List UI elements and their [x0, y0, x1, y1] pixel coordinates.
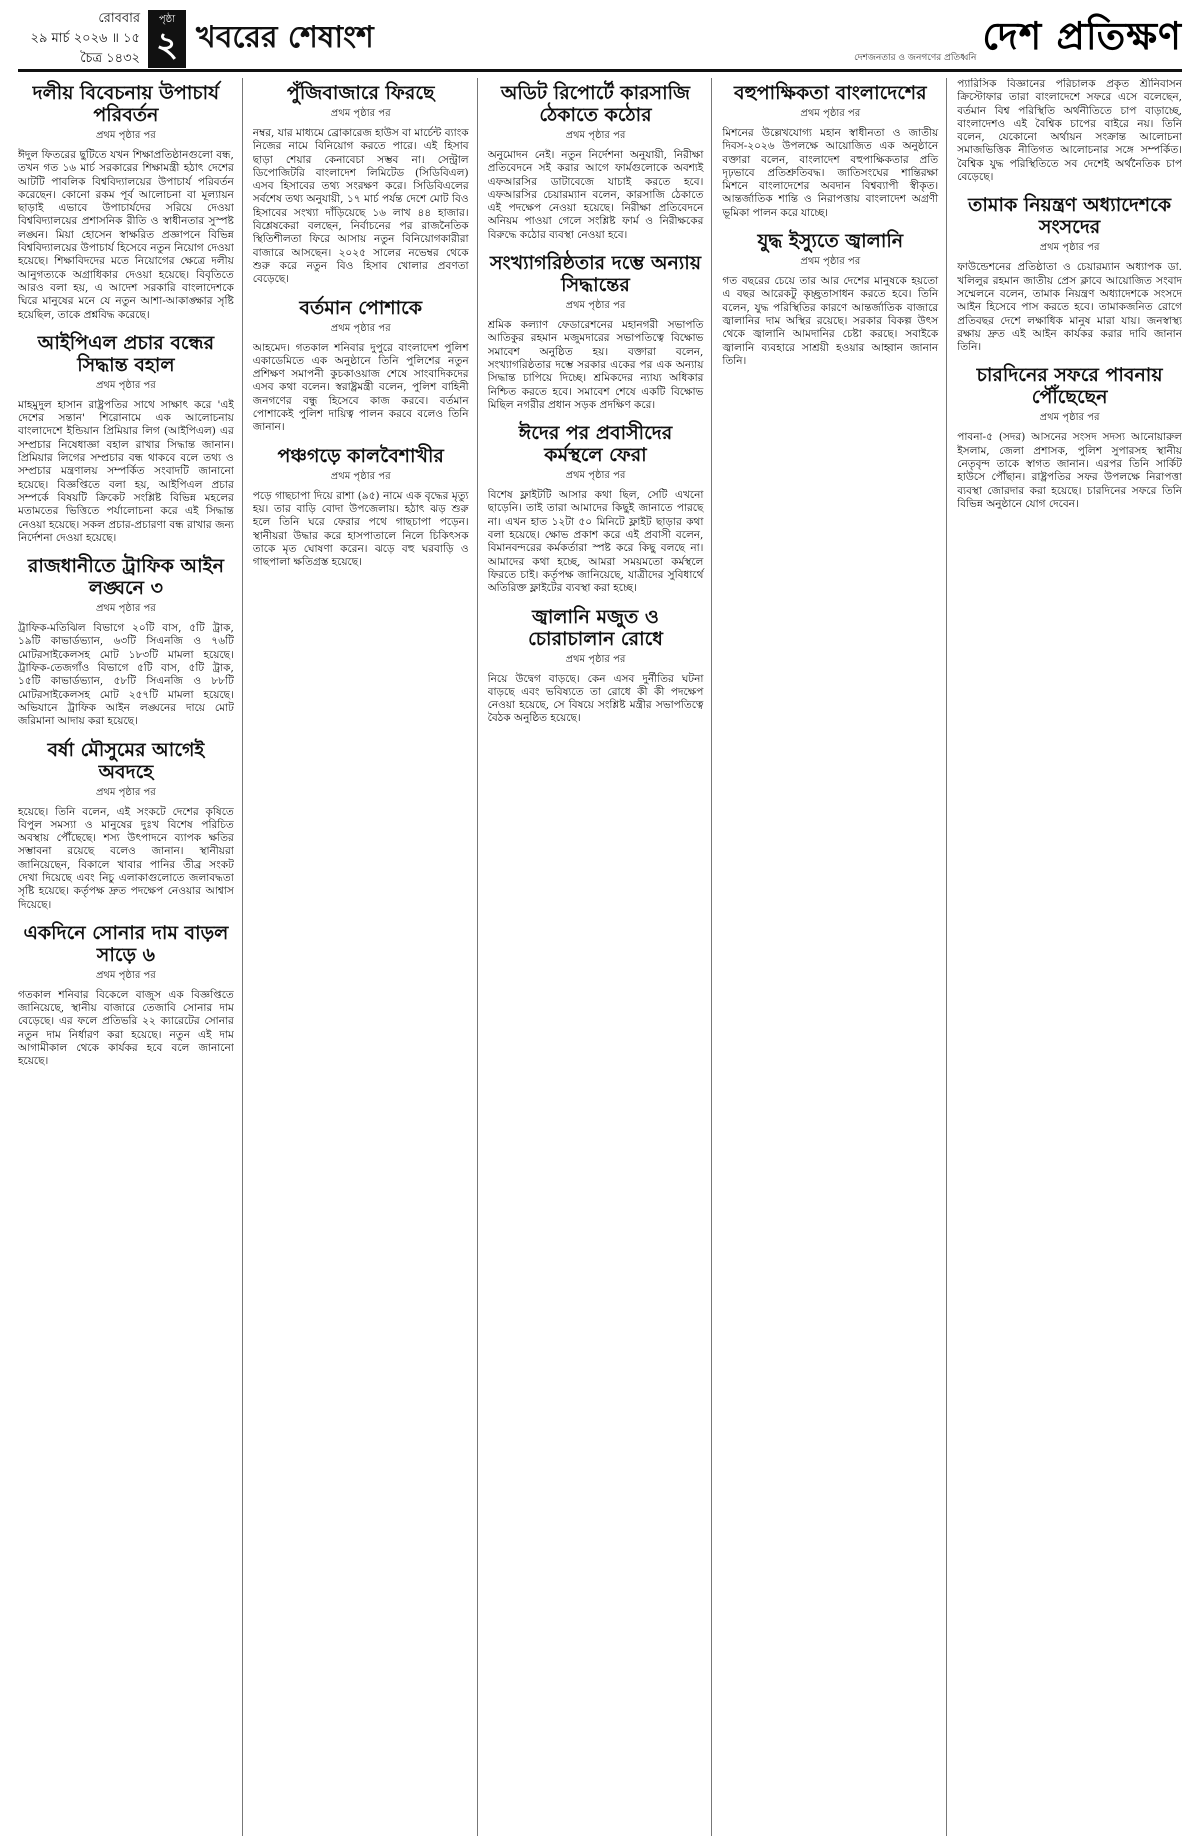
date-label: ২৯ মার্চ ২০২৬ ॥ ১৫ চৈত্র ১৪৩২: [30, 30, 140, 66]
article-body: পড়ে গাছচাপা দিয়ে রাশা (৯৫) নামে এক বৃদ্ধের মৃত্যু হয়। তার বাড়ি বোদা উপজেলায়। হঠাৎ ঝড় শুরু হলে তিনি ঘরে ফেরার পথে গাছচাপা পড়েন। স্থানীয়রা উদ্ধার করে হাসপাতালে নিলে চিকিৎসক তাকে মৃত ঘোষণা করেন। ঝড়ে বহু ঘরবাড়ি ও গাছপালা ক্ষতিগ্রস্ত হয়েছে।: [252, 489, 469, 569]
article-headline: তামাক নিয়ন্ত্রণ অধ্যাদেশকে সংসদের: [968, 194, 1172, 239]
article-body: ফাউন্ডেশনের প্রতিষ্ঠাতা ও চেয়ারম্যান অধ্যাপক ডা. খলিলুর রহমান জাতীয় প্রেস ক্লাবে আয়োজিত সংবাদ সম্মেলনে বলেন, তামাক নিয়ন্ত্রণ অধ্যাদেশকে সংসদে আইন হিসেবে পাস করতে হবে। তামাকজনিত রোগে প্রতিবছর দেশে লক্ষাধিক মানুষ মারা যায়। জনস্বাস্থ্য রক্ষায় দ্রুত এই আইন কার্যকর করার দাবি জানান তিনি।: [957, 261, 1182, 354]
column-4: [722, 78, 947, 1836]
continued-label: প্রথম পৃষ্ঠার পর: [565, 130, 626, 141]
article-body: বিশেষ ফ্লাইটটি আসার কথা ছিল, সেটি এখনো ছাড়েনি। তাই তারা আমাদের কিছুই জানাতে পারছে না। এখন হাত ১২টা ৫০ মিনিটে ফ্লাইট ছাড়ার কথা বলা হয়েছে। ক্ষোভ প্রকাশ করে এই প্রবাসী বলেন, বিমানবন্দরের কর্মকর্তারা স্পষ্ট করে কিছু বলছে না। আমাদের কথা হচ্ছে, আমরা সময়মতো কর্মস্থলে ফিরতে চাই। কর্তৃপক্ষ জানিয়েছে, যাত্রীদের সুবিধার্থে অতিরিক্ত ফ্লাইটের ব্যবস্থা করা হচ্ছে।: [487, 489, 704, 595]
column-2: [253, 78, 478, 1836]
page-number-box: [148, 10, 186, 68]
article: [722, 82, 938, 220]
date-block: [18, 9, 148, 69]
article-headline: যুদ্ধ ইস্যুতে জ্বালানি: [757, 230, 904, 253]
article: [253, 297, 469, 435]
newspaper-logo: দেশ প্রতিক্ষণ: [982, 13, 1182, 58]
article-body: গতকাল শনিবার বিকেলে বাজুস এক বিজ্ঞপ্তিতে জানিয়েছে, স্থানীয় বাজারে তেজাবি সোনার দাম বেড়েছে। এর ফলে প্রতিভরি ২২ ক্যারেটের সোনার নতুন দাম নির্ধারণ করা হয়েছে। নতুন এই দাম আগামীকাল থেকে কার্যকর হবে বলে জানানো হয়েছে।: [18, 988, 234, 1068]
article: [253, 445, 469, 570]
continued-label: প্রথম পৃষ্ঠার পর: [565, 300, 626, 312]
article-headline: রাজধানীতে ট্রাফিক আইন লঙ্ঘনে ৩: [27, 555, 224, 600]
article-headline: ঈদের পর প্রবাসীদের কর্মস্থলে ফেরা: [518, 422, 673, 467]
article-headline: দলীয় বিবেচনায় উপাচার্য পরিবর্তন: [32, 82, 220, 126]
article-headline: একদিনে সোনার দাম বাড়ল সাড়ে ৬: [23, 921, 229, 966]
article: [18, 739, 234, 912]
column-5: [957, 78, 1182, 1836]
article-headline: বর্ষা মৌসুমের আগেই অবদহে: [47, 738, 205, 783]
article-body: আহমেদ। গতকাল শনিবার দুপুরে বাংলাদেশ পুলিশ একাডেমিতে এক অনুষ্ঠানে তিনি পুলিশের নতুন প্রশিক্ষণ সমাপনী কুচকাওয়াজ শেষে সাংবাদিকদের এসব কথা বলেন। স্বরাষ্ট্রমন্ত্রী বলেন, পুলিশ বাহিনী জনগণের বন্ধু হিসেবে কাজ করবে। বর্তমান পোশাকেই পুলিশ দায়িত্ব পালন করবে বলেও তিনি জানান।: [252, 341, 469, 434]
article-body: নম্বর, যার মাধ্যমে ব্রোকারেজ হাউস বা মার্চেন্ট ব্যাংক নিজের নামে বিনিয়োগ করতে পারে। এই হিসাব ছাড়া শেয়ার কেনাবেচা সম্ভব না। সেন্ট্রাল ডিপোজিটরি বাংলাদেশ লিমিটেড (সিডিবিএল) এসব হিসাবের তথ্য সংরক্ষণ করে। সিডিবিএলের সর্বশেষ তথ্য অনুযায়ী, ১৭ মার্চ পর্যন্ত দেশে মোট বিও হিসাবের সংখ্যা দাঁড়িয়েছে ১৬ লাখ ৪৪ হাজার। বিশ্লেষকেরা বলছেন, নির্বাচনের পর রাজনৈতিক স্থিতিশীলতা ফিরে আসায় নতুন বিনিয়োগকারীরা বাজারে আসছেন। ২০২৫ সালের নভেম্বর থেকে শুরু করে নতুন বিও হিসাব খোলার প্রবণতা বেড়েছে।: [252, 127, 469, 286]
article-headline: পুঁজিবাজারে ফিরছে: [286, 82, 435, 104]
logo-block: [854, 7, 1182, 71]
article-body: গত বছরের চেয়ে তার আর দেশের মানুষকে হয়তো এ বছর আরেকটু কৃচ্ছ্রতাসাধন করতে হবে। তিনি বলেন, যুদ্ধ পরিস্থিতির কারণে আন্তর্জাতিক বাজারে জ্বালানির দাম অস্থির রয়েছে। সরকার বিকল্প উৎস থেকে জ্বালানি আমদানির চেষ্টা করছে। সবাইকে জ্বালানি ব্যবহারে সাশ্রয়ী হওয়ার আহ্বান জানান তিনি।: [722, 275, 939, 367]
continued-label: প্রথম পৃষ্ঠার পর: [565, 470, 626, 482]
article-body: ঈদুল ফিতরের ছুটিতে যখন শিক্ষাপ্রতিষ্ঠানগুলো বন্ধ, তখন গত ১৬ মার্চ সরকারের শিক্ষামন্ত্রী হঠাৎ দেশের আটটি পাবলিক বিশ্ববিদ্যালয়ের উপাচার্য পরিবর্তন করেছেন। কোনো রকম পূর্ব আলোচনা বা মূল্যায়ন ছাড়াই এভাবে উপাচার্যদের সরিয়ে দেওয়া বিশ্ববিদ্যালয়ের প্রশাসনিক রীতি ও স্বাধীনতার সুস্পষ্ট লঙ্ঘন। মিয়া হোসেন স্বাক্ষরিত প্রজ্ঞাপনে বিভিন্ন বিশ্ববিদ্যালয়ের উপাচার্য হিসেবে নতুন নিয়োগ দেওয়া হয়েছে। শিক্ষাবিদদের মতে নিয়োগের ক্ষেত্রে দলীয় আনুগত্যকে অগ্রাধিকার দেওয়া হয়েছে। বিবৃতিতে আরও বলা হয়, এ আদেশ সরকারি বাংলাদেশকে ঘিরে মানুষের মনে যে নতুন আশা-আকাঙ্ক্ষার সৃষ্টি হয়েছিল, তাকে প্রশ্নবিদ্ধ করেছে।: [18, 149, 234, 321]
continued-label: প্রথম পৃষ্ঠার পর: [1039, 242, 1100, 254]
column-1: [18, 78, 243, 1836]
article: [488, 252, 704, 412]
continued-label: প্রথম পৃষ্ঠার পর: [330, 470, 391, 482]
article-body: মিশনের উল্লেখযোগ্য মহান স্বাধীনতা ও জাতীয় দিবস-২০২৬ উপলক্ষে আয়োজিত এক অনুষ্ঠানে বক্তারা বলেন, বাংলাদেশ বহুপাক্ষিকতার প্রতি দৃঢ়ভাবে প্রতিশ্রুতিবদ্ধ। জাতিসংঘের শান্তিরক্ষা মিশনে বাংলাদেশের অবদান বিশ্বব্যাপী স্বীকৃত। আন্তর্জাতিক শান্তি ও নিরাপত্তায় বাংলাদেশ অগ্রণী ভূমিকা পালন করে যাচ্ছে।: [722, 127, 939, 219]
continued-label: প্রথম পৃষ্ঠার পর: [800, 108, 861, 119]
continued-label: প্রথম পৃষ্ঠার পর: [95, 379, 156, 391]
article: [488, 422, 704, 595]
article-columns: [18, 78, 1182, 1836]
continued-label: প্রথম পৃষ্ঠার পর: [95, 603, 156, 615]
article: [722, 230, 938, 368]
article-body: অনুমোদন নেই। নতুন নির্দেশনা অনুযায়ী, নিরীক্ষা প্রতিবেদনে সই করার আগে ফার্মগুলোকে অবশ্যই এফআরসির ডাটাবেজে যাচাই করতে হবে। এফআরসির চেয়ারম্যান বলেন, কারসাজি ঠেকাতে এই পদক্ষেপ নেওয়া হয়েছে। নিরীক্ষা প্রতিবেদনে অনিয়ম পাওয়া গেলে সংশ্লিষ্ট ফার্ম ও নিরীক্ষকের বিরুদ্ধে কঠোর ব্যবস্থা নেওয়া হবে।: [487, 149, 704, 241]
article-body: মাহমুদুল হাসান রাষ্ট্রপতির সাথে সাক্ষাৎ করে 'এই দেশের সন্তান' শিরোনামে এক আলোচনায় বাংলাদেশে ইন্ডিয়ান প্রিমিয়ার লিগ (আইপিএল) এর সম্প্রচার নিষেধাজ্ঞা বহাল রাখার সিদ্ধান্ত জানান। প্রিমিয়ার লিগের সম্প্রচার বন্ধ থাকবে বলে তথ্য ও সম্প্রচার মন্ত্রণালয় সম্পর্কিত সংবাদটি জানানো হয়েছে। বিজ্ঞপ্তিতে বলা হয়, আইপিএল প্রচার সম্পর্কে বিষয়টি ক্রিকেট সংশ্লিষ্ট বিভিন্ন মহলের মতামতের ভিত্তিতে পর্যালোচনা করে এই সিদ্ধান্ত নেওয়া হয়েছে। সকল প্রচার-প্রচারণা বন্ধ রাখার জন্য নির্দেশনা দেওয়া হয়েছে।: [18, 398, 234, 544]
article: [488, 606, 704, 726]
page-number: ২: [155, 24, 179, 65]
article-headline: আইপিএল প্রচার বন্ধের সিদ্ধান্ত বহাল: [37, 331, 215, 376]
article-body: পাবনা-৫ (সদর) আসনের সংসদ সদস্য আনোয়ারুল ইসলাম, জেলা প্রশাসক, পুলিশ সুপারসহ স্থানীয় নেতৃবৃন্দ তাকে স্বাগত জানান। এরপর তিনি সার্কিট হাউসে পৌঁছান। রাষ্ট্রপতির সফর উপলক্ষে নিরাপত্তা ব্যবস্থা জোরদার করা হয়েছে। চারদিনের সফরে তিনি বিভিন্ন অনুষ্ঠানে যোগ দেবেন।: [957, 431, 1182, 510]
article-body: প্যারিসিক বিজ্ঞানের পরিচালক প্রকৃত শ্রীনিবাসন ক্রিস্টোফার তারা বাংলাদেশে সফরে এসে বলেছেন, বর্তমান বিশ্ব পরিস্থিতি অর্থনীতিতে চাপ বাড়াচ্ছে, বাংলাদেশও এই বৈশ্বিক চাপের বাইরে নয়। তিনি বলেন, যেকোনো অর্থায়ন সংক্রান্ত আলোচনা সমাজভিত্তিক নীতিগত আলোচনার সঙ্গে সম্পর্কিত। বৈশ্বিক যুদ্ধ পরিস্থিতিতে সব দেশেই অর্থনৈতিক চাপ বেড়েছে।: [957, 78, 1182, 184]
article: [488, 82, 704, 242]
page-label: পৃষ্ঠা: [158, 13, 176, 25]
continued-label: প্রথম পৃষ্ঠার পর: [1039, 412, 1100, 424]
continued-label: প্রথম পৃষ্ঠার পর: [330, 108, 391, 119]
continued-label: প্রথম পৃষ্ঠার পর: [95, 786, 156, 798]
article-body: শ্রমিক কল্যাণ ফেডারেশনের মহানগরী সভাপতি আতিকুর রহমান মজুমদারের সভাপতিত্বে বিক্ষোভ সমাবেশ অনুষ্ঠিত হয়। বক্তারা বলেন, সংখ্যাগরিষ্ঠতার দম্ভে সরকার একের পর এক অন্যায় সিদ্ধান্ত চাপিয়ে দিচ্ছে। শ্রমিকদের ন্যায্য অধিকার নিশ্চিত করতে হবে। সমাবেশ শেষে একটি বিক্ষোভ মিছিল নগরীর প্রধান সড়ক প্রদক্ষিণ করে।: [487, 319, 704, 411]
article-headline: বহুপাক্ষিকতা বাংলাদেশের: [734, 82, 927, 104]
continued-label: প্রথম পৃষ্ঠার পর: [565, 653, 626, 665]
article: [18, 332, 234, 545]
continued-label: প্রথম পৃষ্ঠার পর: [330, 322, 391, 334]
article: [18, 82, 234, 322]
continued-label: প্রথম পৃষ্ঠার পর: [800, 256, 861, 268]
article: [18, 555, 234, 728]
article: [253, 82, 469, 287]
logo-tagline: দেশজনতার ও জনগণের প্রতিধ্বনি: [854, 52, 977, 63]
continued-label: প্রথম পৃষ্ঠার পর: [95, 130, 156, 141]
masthead: [18, 8, 1182, 72]
article-body: হয়েছে। তিনি বলেন, এই সংকটে দেশের কৃষিতে বিপুল সমস্যা ও মানুষের দুঃখ বিশেষ পরিচিত অবস্থায় পৌঁছেছে। শস্য উৎপাদনে ব্যাপক ক্ষতির সম্ভাবনা রয়েছে বলেও জানান। স্থানীয়রা জানিয়েছেন, বিকালে খাবার পানির তীব্র সংকট দেখা দিয়েছে এবং নিচু এলাকাগুলোতে জলাবদ্ধতা সৃষ্টি হয়েছে। কর্তৃপক্ষ দ্রুত পদক্ষেপ নেওয়ার আশ্বাস দিয়েছে।: [18, 805, 234, 911]
article-body: নিয়ে উদ্বেগ বাড়ছে। কেন এসব দুর্নীতির ঘটনা বাড়ছে এবং ভবিষ্যতে তা রোধে কী কী পদক্ষেপ নেওয়া হয়েছে, সে বিষয়ে সংশ্লিষ্ট মন্ত্রীর সভাপতিত্বে বৈঠক অনুষ্ঠিত হয়েছে।: [487, 672, 704, 725]
article-headline: বর্তমান পোশাকে: [299, 296, 423, 319]
column-3: [488, 78, 713, 1836]
article-headline: জ্বালানি মজুত ও চোরাচালান রোধে: [528, 605, 663, 650]
section-title: খবরের শেষাংশ: [196, 20, 374, 55]
continued-label: প্রথম পৃষ্ঠার পর: [95, 969, 156, 981]
article: [957, 194, 1182, 354]
article: [957, 364, 1182, 511]
article-headline: সংখ্যাগরিষ্ঠতার দম্ভে অন্যায় সিদ্ধান্তের: [489, 252, 702, 297]
article-body: ট্রাফিক-মতিঝিল বিভাগে ২০টি বাস, ৫টি ট্রাক, ১৯টি কাভার্ডভ্যান, ৬৩টি সিএনজি ও ৭৬টি মোটরসাইকেলসহ মোট ১৮৩টি মামলা হয়েছে। ট্রাফিক-তেজগাঁও বিভাগে ৫টি বাস, ৫টি ট্রাক, ১৫টি কাভার্ডভ্যান, ৫৮টি সিএনজি ও ৮৮টি মোটরসাইকেলসহ মোট ২৫৭টি মামলা হয়েছে। অভিযানে ট্রাফিক আইন লঙ্ঘনের দায়ে মোট জরিমানা আদায় করা হয়েছে।: [18, 622, 234, 728]
article-headline: চারদিনের সফরে পাবনায় পৌঁছেছেন: [976, 364, 1163, 409]
article: [957, 78, 1182, 184]
article-headline: পঞ্চগড়ে কালবৈশাখীর: [277, 444, 444, 467]
article: [18, 922, 234, 1069]
day-label: রোববার: [98, 10, 140, 26]
article-headline: অডিট রিপোর্টে কারসাজি ঠেকাতে কঠোর: [500, 82, 691, 126]
